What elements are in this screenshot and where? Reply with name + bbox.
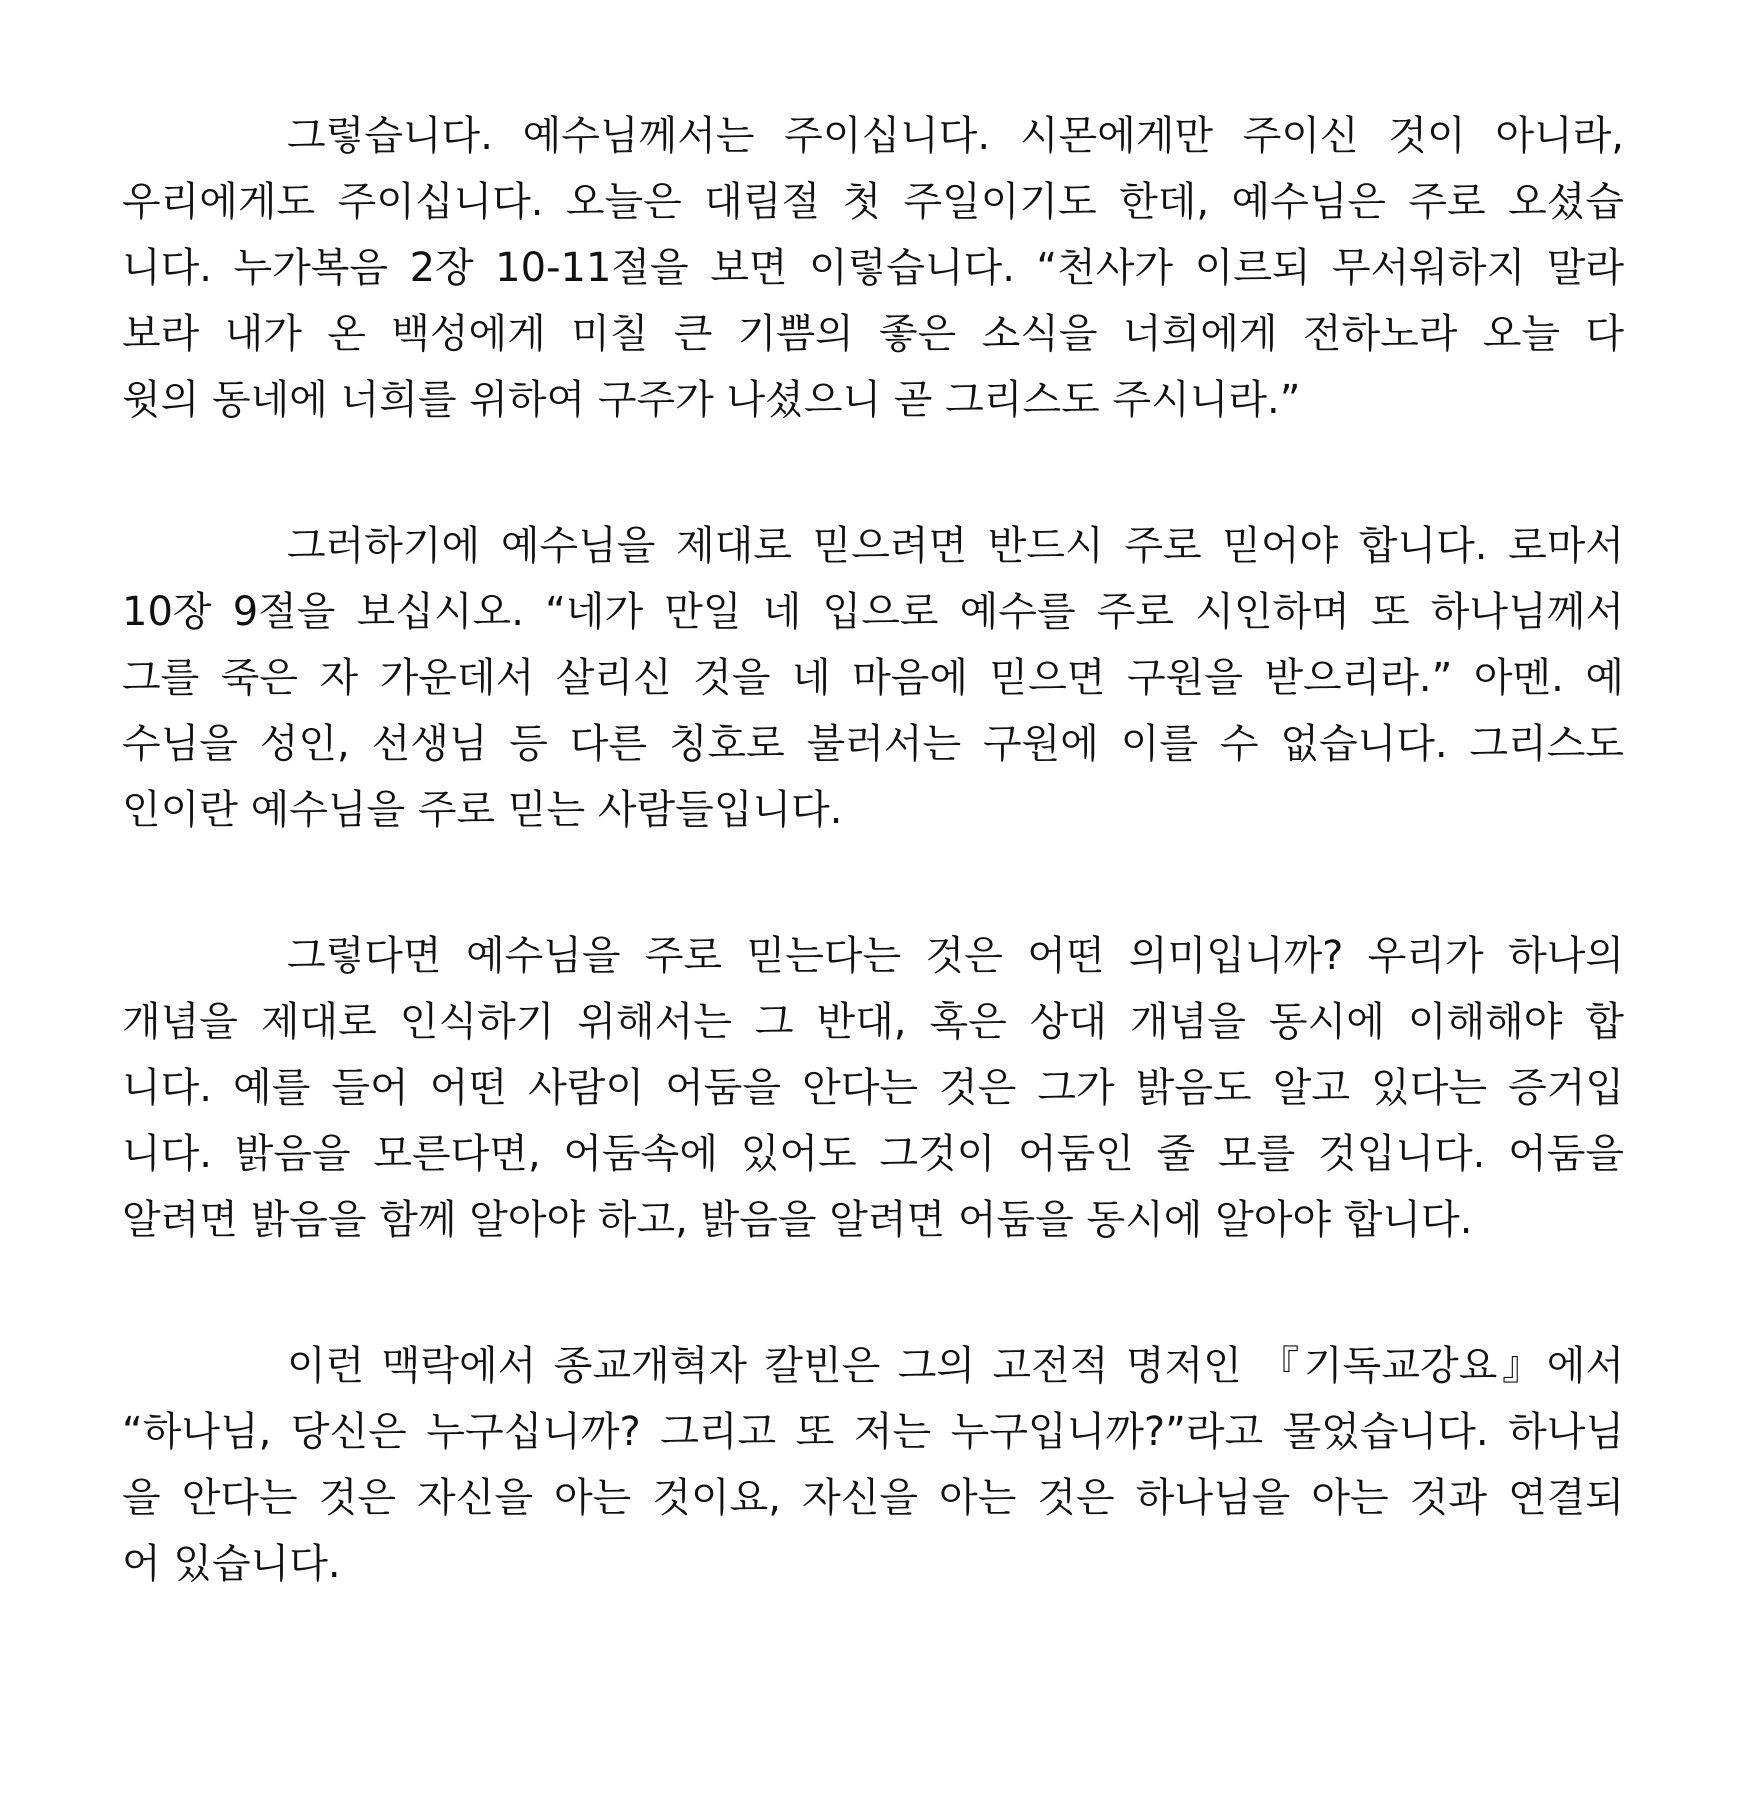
paragraph-3 xyxy=(122,923,1624,1253)
text-line: 수님을 성인, 선생님 등 다른 칭호로 불러서는 구원에 이를 수 없습니다. 그리스도 xyxy=(122,721,1624,767)
text-line: 우리에게도 주이십니다. 오늘은 대림절 첫 주일이기도 한데, 예수님은 주로 오셨습 xyxy=(122,179,1624,225)
text-line: 그렇습니다. 예수님께서는 주이십니다. 시몬에게만 주이신 것이 아니라, xyxy=(287,113,1624,159)
text-line: 니다. 누가복음 2장 10-11절을 보면 이렇습니다. “천사가 이르되 무서워하지 말라 xyxy=(122,245,1624,291)
text-line: 어 있습니다. xyxy=(122,1541,341,1587)
text-line: 인이란 예수님을 주로 믿는 사람들입니다. xyxy=(122,787,843,833)
text-line: 보라 내가 온 백성에게 미칠 큰 기쁨의 좋은 소식을 너희에게 전하노라 오늘 다 xyxy=(122,311,1624,357)
paragraph-4 xyxy=(122,1333,1624,1597)
text-line: 알려면 밝음을 함께 알아야 하고, 밝음을 알려면 어둠을 동시에 알아야 합니다. xyxy=(122,1197,1473,1243)
document-body xyxy=(122,103,1624,1677)
text-line: 그를 죽은 자 가운데서 살리신 것을 네 마음에 믿으면 구원을 받으리라.” 아멘. 예 xyxy=(122,655,1624,701)
text-line: “하나님, 당신은 누구십니까? 그리고 또 저는 누구입니까?”라고 물었습니다. 하나님 xyxy=(122,1409,1624,1455)
text-line: 을 안다는 것은 자신을 아는 것이요, 자신을 아는 것은 하나님을 아는 것과 연결되 xyxy=(122,1475,1624,1521)
text-line: 니다. 예를 들어 어떤 사람이 어둠을 안다는 것은 그가 밝음도 알고 있다는 증거입 xyxy=(122,1065,1624,1111)
text-line: 그러하기에 예수님을 제대로 믿으려면 반드시 주로 믿어야 합니다. 로마서 xyxy=(287,523,1624,569)
text-line: 윗의 동네에 너희를 위하여 구주가 나셨으니 곧 그리스도 주시니라.” xyxy=(122,377,1301,423)
text-line: 10장 9절을 보십시오. “네가 만일 네 입으로 예수를 주로 시인하며 또 하나님께서 xyxy=(122,589,1624,635)
paragraph-1 xyxy=(122,103,1624,433)
text-line: 이런 맥락에서 종교개혁자 칼빈은 그의 고전적 명저인 『기독교강요』에서 xyxy=(287,1343,1624,1389)
text-line: 그렇다면 예수님을 주로 믿는다는 것은 어떤 의미입니까? 우리가 하나의 xyxy=(287,933,1624,979)
paragraph-2 xyxy=(122,513,1624,843)
text-line: 니다. 밝음을 모른다면, 어둠속에 있어도 그것이 어둠인 줄 모를 것입니다. 어둠을 xyxy=(122,1131,1624,1177)
text-line: 개념을 제대로 인식하기 위해서는 그 반대, 혹은 상대 개념을 동시에 이해해야 합 xyxy=(122,999,1624,1045)
